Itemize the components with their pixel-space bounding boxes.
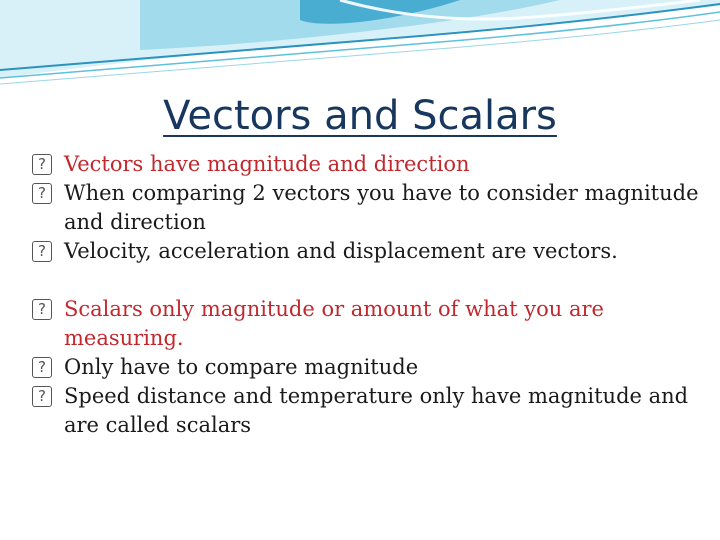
bullet-marker-icon: ? <box>32 183 52 204</box>
bullet-text: Velocity, acceleration and displacement are vectors. <box>64 239 618 263</box>
bullet-text: Vectors have magnitude and direction <box>64 152 470 176</box>
slide-title: Vectors and Scalars <box>163 93 557 139</box>
bullet-list <box>30 150 700 440</box>
bullet-text: When comparing 2 vectors you have to consider magnitude and direction <box>64 181 699 234</box>
bullet-item <box>30 295 700 353</box>
bullet-marker-icon: ? <box>32 241 52 262</box>
bullet-text: Only have to compare magnitude <box>64 355 419 379</box>
bullet-item <box>30 237 700 266</box>
bullet-item <box>30 382 700 440</box>
bullet-text: Scalars only magnitude or amount of what you are measuring. <box>64 297 604 350</box>
bullet-text: Speed distance and temperature only have magnitude and are called scalars <box>64 384 689 437</box>
wave-banner-decoration <box>0 0 720 90</box>
bullet-spacer <box>30 266 700 295</box>
bullet-marker-icon: ? <box>32 386 52 407</box>
bullet-marker-icon: ? <box>32 299 52 320</box>
bullet-item <box>30 353 700 382</box>
bullet-item <box>30 179 700 237</box>
bullet-marker-icon: ? <box>32 154 52 175</box>
bullet-marker-icon: ? <box>32 357 52 378</box>
bullet-item <box>30 150 700 179</box>
